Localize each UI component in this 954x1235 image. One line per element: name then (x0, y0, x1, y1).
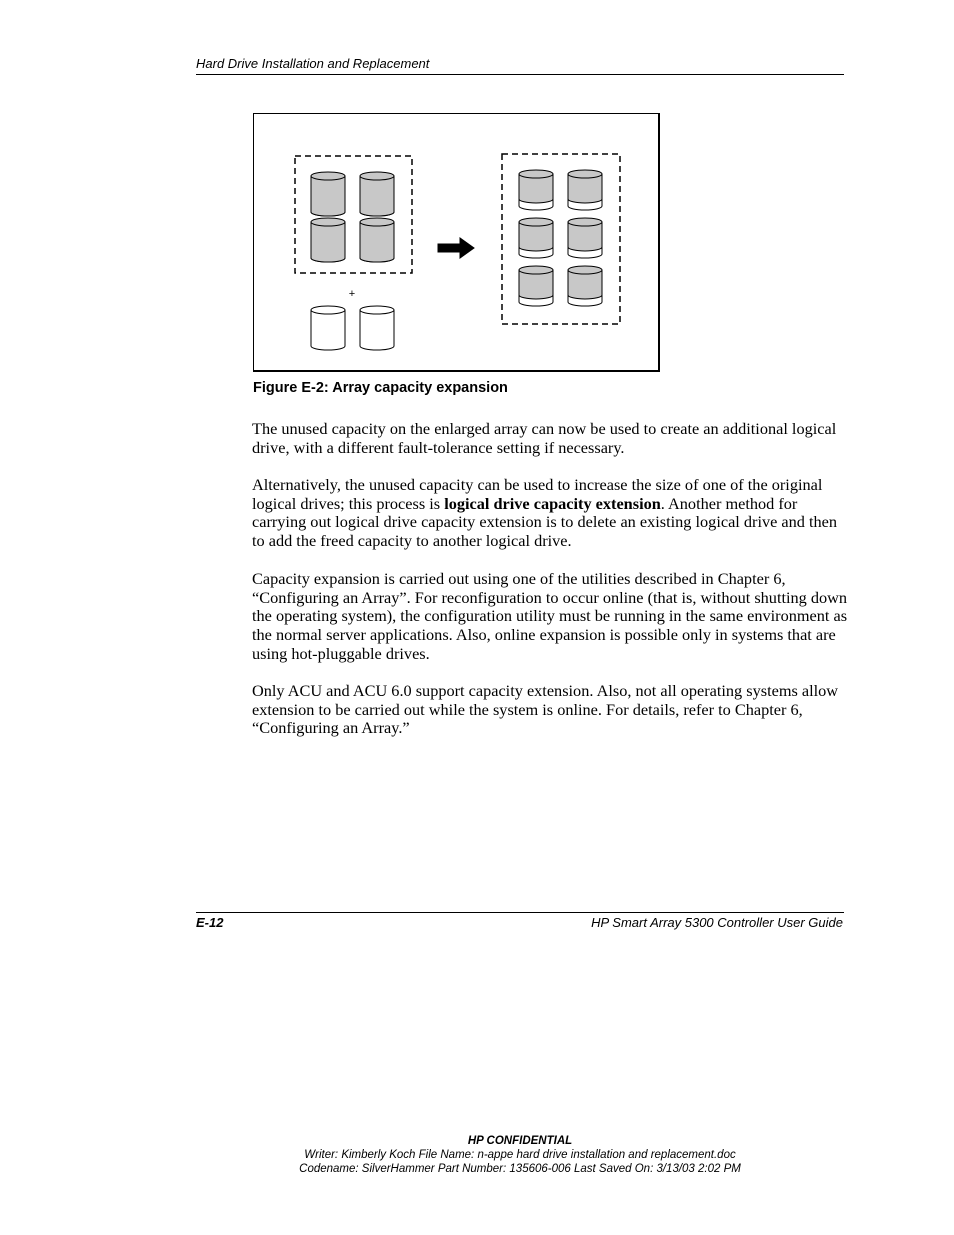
drive-icon (360, 172, 394, 216)
drive-icon (311, 172, 345, 216)
drive-icon (568, 218, 602, 258)
term-logical-drive-capacity-extension: logical drive capacity extension (444, 493, 661, 513)
drive-icon (519, 170, 553, 210)
confidential-title: HP CONFIDENTIAL (467, 1135, 573, 1147)
original-array-drives (311, 172, 394, 262)
paragraph-unused-capacity: The unused capacity on the enlarged array can now be used to create an additional logical drive, with a different fault-tolerance setting if necessary. (252, 419, 837, 457)
figure-drawing (254, 114, 661, 373)
drive-icon (519, 218, 553, 258)
figure-caption: Figure E-2: Array capacity expansion (253, 380, 508, 396)
figure-array-capacity-expansion (253, 113, 660, 372)
confidential-codename-line: Codename: SilverHammer Part Number: 135606-006 Last Saved On: 3/13/03 2:02 PM (299, 1163, 741, 1175)
drive-icon (360, 218, 394, 262)
header-rule (196, 74, 844, 75)
arrow-right-icon (438, 238, 474, 258)
footer-rule (196, 912, 844, 913)
drive-icon (311, 306, 345, 350)
paragraph-capacity-expansion-utilities: Capacity expansion is carried out using one of the utilities described in Chapter 6, “Configuring an Array”. For reconfiguration to occur online (that is, without shutting down the operating system), the configuration utility must be running in the same environment as the normal server applications. Also, online expansion is possible only in systems that are using hot-pluggable drives. (252, 569, 848, 663)
running-header: Hard Drive Installation and Replacement (196, 56, 430, 71)
p2-text-before: Alternatively, the unused capacity can be used to increase the size of one of the original logical drives; this process is (252, 475, 823, 513)
drive-icon (311, 218, 345, 262)
drive-icon (360, 306, 394, 350)
drive-icon (568, 170, 602, 210)
drive-icon (519, 266, 553, 306)
drive-icon (568, 266, 602, 306)
plus-sign: + (348, 288, 356, 300)
new-drives (311, 306, 394, 350)
confidential-block (0, 1134, 954, 1176)
p2-text-after: . Another method for carrying out logical drive capacity extension is to delete an existing logical drive and then to add the freed capacity to another logical drive. (252, 493, 838, 551)
book-title: HP Smart Array 5300 Controller User Guide (591, 915, 843, 930)
paragraph-acu-support: Only ACU and ACU 6.0 support capacity extension. Also, not all operating systems allow extension to be carried out while the system is online. For details, refer to Chapter 6, “Configuring an Array.” (252, 681, 839, 738)
expanded-array-drives (519, 170, 602, 306)
paragraph-alternatively (252, 476, 852, 551)
confidential-writer-line: Writer: Kimberly Koch File Name: n-appe hard drive installation and replacement.doc (304, 1149, 736, 1161)
page-number: E-12 (196, 915, 224, 930)
